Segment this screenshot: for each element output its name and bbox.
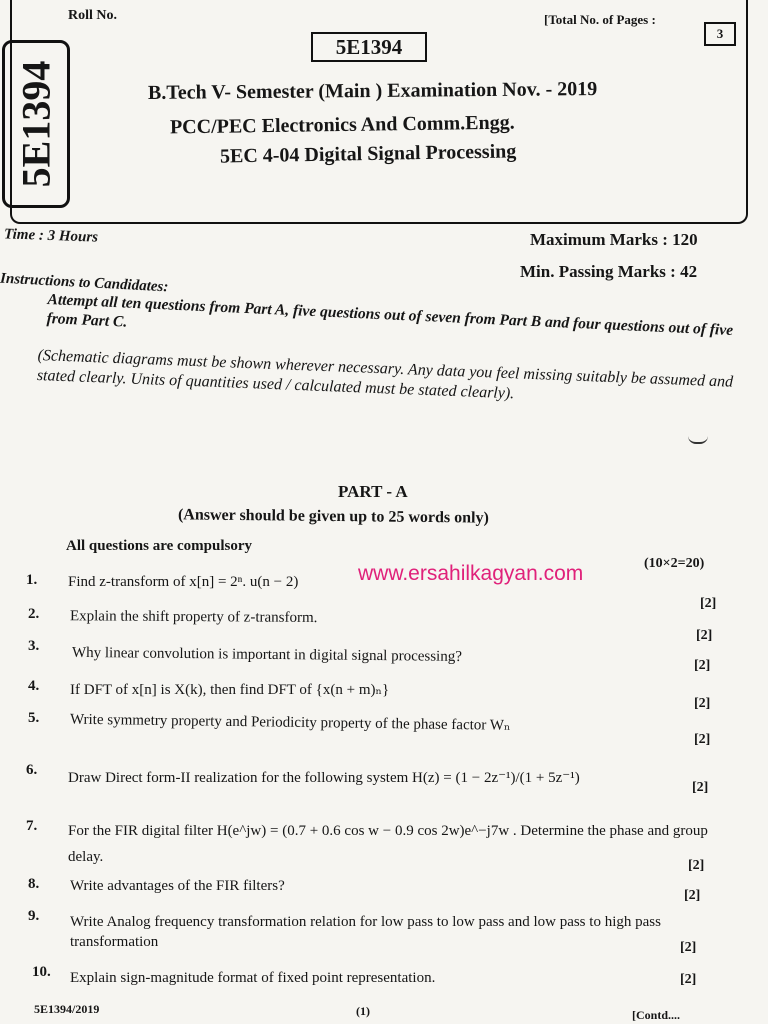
question-1-number: 1. [26, 572, 38, 588]
question-7-text: For the FIR digital filter H(e^jw) = (0.7 + 0.6 cos w − 0.9 cos 2w)e^−j7w . Determine the phase and group delay. [68, 823, 708, 865]
question-8-text: Write advantages of the FIR filters? [70, 878, 285, 894]
part-a-subtitle: (Answer should be given up to 25 words only) [177, 506, 489, 527]
question-9-text: Write Analog frequency transformation relation for low pass to low pass and low pass to high pass transformation [70, 914, 661, 950]
question-10-marks: [2] [680, 972, 697, 987]
question-7-number: 7. [26, 818, 38, 834]
question-4-marks: [2] [694, 696, 711, 711]
website-watermark[interactable]: www.ersahilkagyan.com [358, 562, 584, 585]
question-6-text: Draw Direct form-II realization for the following system H(z) = (1 − 2z⁻¹)/(1 + 5z⁻¹) [68, 770, 580, 786]
footer-continued: [Contd.... [632, 1008, 681, 1022]
instructions-line-1: Attempt all ten questions from Part A, five questions out of seven from Part B and four questions out of five from Part C. [46, 290, 734, 340]
part-a-title: PART - A [338, 482, 408, 501]
paper-code: 5E1394 [311, 32, 427, 62]
side-paper-code-text: 5E1394 [13, 60, 59, 188]
roll-number-label: Roll No. [68, 8, 117, 23]
question-9-marks: [2] [680, 940, 697, 955]
question-8-marks: [2] [684, 888, 701, 903]
min-passing-marks: Min. Passing Marks : 42 [520, 262, 698, 281]
question-1-text: Find z-transform of x[n] = 2ⁿ. u(n − 2) [68, 574, 299, 590]
part-a-note: All questions are compulsory [66, 538, 252, 554]
question-5-number: 5. [28, 710, 40, 726]
question-4-text: If DFT of x[n] is X(k), then find DFT of {x(n + m)ₙ} [70, 682, 390, 698]
footer-page-number: (1) [356, 1004, 370, 1018]
part-a-total-marks: (10×2=20) [644, 556, 705, 571]
instructions-heading: Instructions to Candidates: [0, 270, 169, 296]
question-3-number: 3. [28, 638, 40, 654]
question-4-number: 4. [28, 678, 40, 694]
question-10-number: 10. [32, 964, 51, 980]
question-3-text: Why linear convolution is important in digital signal processing? [71, 644, 463, 665]
branch-title: PCC/PEC Electronics And Comm.Engg. [169, 111, 515, 139]
maximum-marks: Maximum Marks : 120 [530, 230, 698, 249]
question-3-marks: [2] [694, 658, 711, 673]
question-5-marks: [2] [694, 732, 711, 747]
subject-title: 5EC 4-04 Digital Signal Processing [219, 140, 517, 168]
footer-paper-code: 5E1394/2019 [34, 1002, 100, 1016]
question-2-text: Explain the shift property of z-transform. [69, 608, 318, 626]
question-6-number: 6. [26, 762, 38, 778]
time-allowed: Time : 3 Hours [3, 226, 99, 246]
question-2-number: 2. [28, 606, 40, 622]
question-8-number: 8. [28, 876, 40, 892]
question-5-text: Write symmetry property and Periodicity property of the phase factor Wₙ [69, 711, 511, 734]
question-9-number: 9. [28, 908, 40, 924]
question-7-marks: [2] [688, 858, 705, 873]
instructions-line-2: (Schematic diagrams must be shown wherever necessary. Any data you feel missing suitably be assumed and stated clearly. Units of quantities used / calculated must be stated clearly). [36, 346, 734, 403]
pen-mark [688, 434, 708, 444]
question-10-text: Explain sign-magnitude format of fixed point representation. [70, 970, 436, 986]
question-6-marks: [2] [692, 780, 709, 795]
total-pages-value: 3 [704, 22, 736, 46]
question-2-marks: [2] [696, 628, 713, 643]
total-pages-label: [Total No. of Pages : [544, 12, 656, 27]
question-1-marks: [2] [700, 596, 717, 611]
side-paper-code [2, 40, 70, 208]
exam-title: B.Tech V- Semester (Main ) Examination Nov. - 2019 [147, 78, 598, 104]
